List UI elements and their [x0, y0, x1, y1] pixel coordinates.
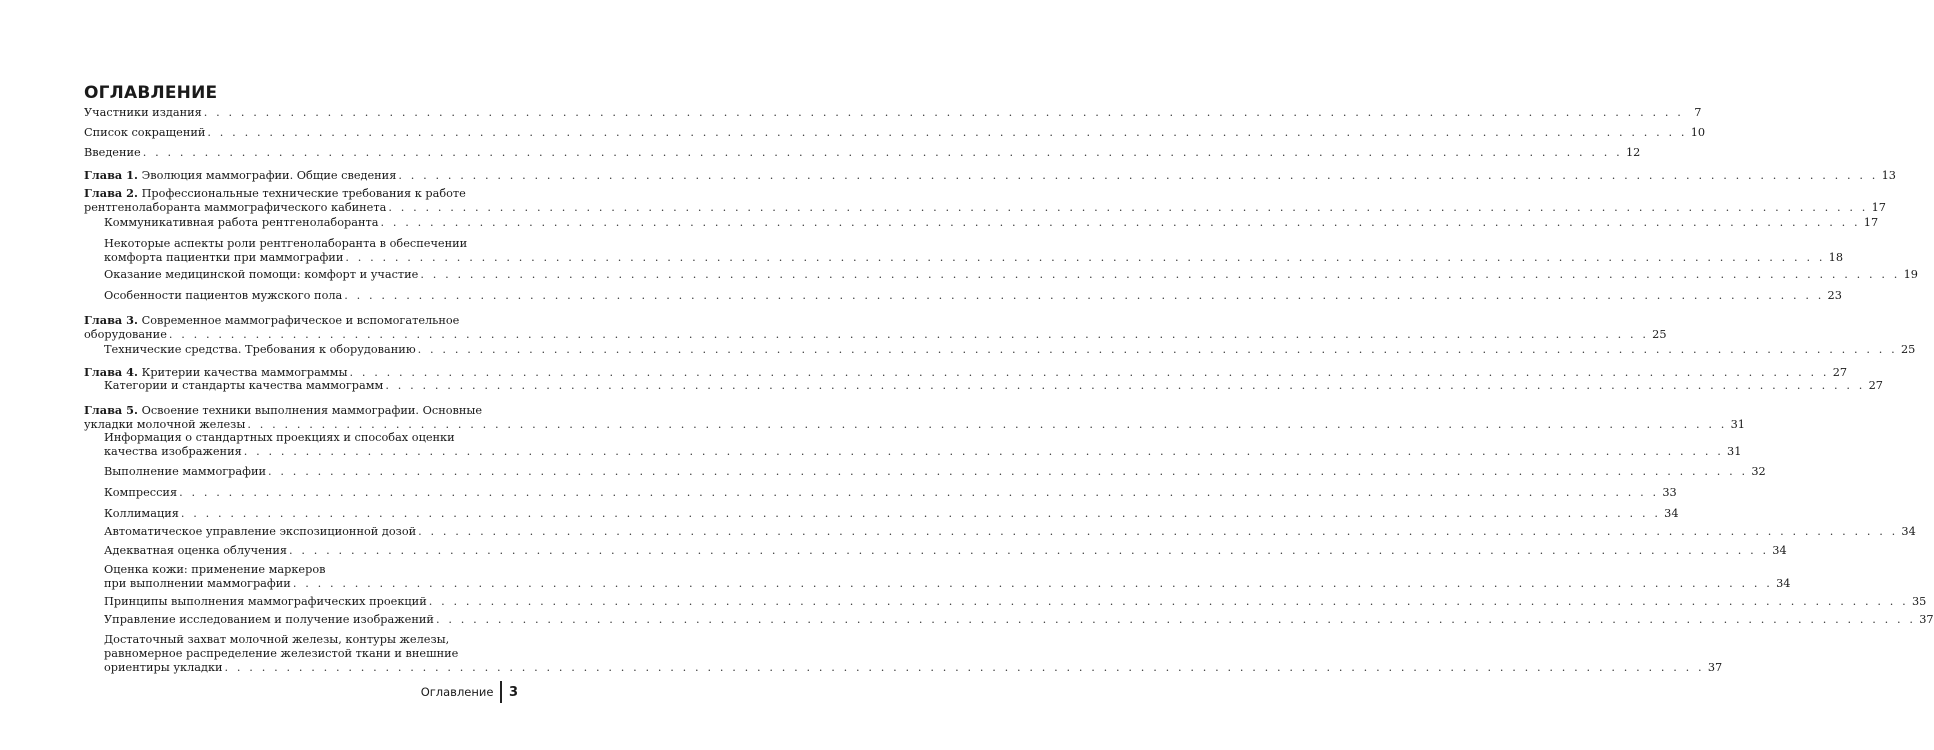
- toc-entry-title: Категории и стандарты качества маммограмм: [104, 379, 384, 392]
- toc-entry-page: 27: [1868, 379, 1883, 392]
- leader-dots: . . . . . . . . . . . . . . . . . . . . . . . . . . . . . . . . . . . . . . . . . . . . . . . . . . . . . . . . . . . . . . . . . . . . . . . . . . . . . . . . . . . . . . . . . . . . . . . . . . . . . . . . . . . . . . . . . . . . . . . .: [388, 201, 1868, 214]
- leader-dots: . . . . . . . . . . . . . . . . . . . . . . . . . . . . . . . . . . . . . . . . . . . . . . . . . . . . . . . . . . . . . . . . . . . . . . . . . . . . . . . . . . . . . . . . . . . . . . . . . . . . . . . . . . . . . . . . . . . . . . . .: [243, 445, 1724, 458]
- chapter-number: Глава 2.: [84, 186, 138, 200]
- leader-dots: . . . . . . . . . . . . . . . . . . . . . . . . . . . . . . . . . . . . . . . . . . . . . . . . . . . . . . . . . . . . . . . . . . . . . . . . . . . . . . . . . . . . . . . . . . . . . . . . . . . . . . . . . . . . . . . . . . . . . . . .: [207, 126, 1688, 139]
- leader-dots: . . . . . . . . . . . . . . . . . . . . . . . . . . . . . . . . . . . . . . . . . . . . . . . . . . . . . . . . . . . . . . . . . . . . . . . . . . . . . . . . . . . . . . . . . . . . . . . . . . . . . . . . . . . . . . . . . . . . . . . .: [398, 169, 1878, 182]
- chapter-number: Глава 1.: [84, 168, 138, 182]
- chapter-number: Глава 5.: [84, 403, 138, 417]
- leader-dots: . . . . . . . . . . . . . . . . . . . . . . . . . . . . . . . . . . . . . . . . . . . . . . . . . . . . . . . . . . . . . . . . . . . . . . . . . . . . . . . . . . . . . . . . . . . . . . . . . . . . . . . . . . . . . . . . . . . . . . . .: [385, 379, 1865, 392]
- toc-chapter-entry: [84, 168, 1896, 183]
- toc-entry-title: комфорта пациентки при маммографии: [104, 251, 344, 264]
- toc-entry: [104, 525, 1916, 539]
- toc-entry-page: 37: [1919, 613, 1934, 626]
- toc-chapter-entry: [84, 403, 1745, 432]
- leader-dots: . . . . . . . . . . . . . . . . . . . . . . . . . . . . . . . . . . . . . . . . . . . . . . . . . . . . . . . . . . . . . . . . . . . . . . . . . . . . . . . . . . . . . . . . . . . . . . . . . . . . . . . . . . . . . . . . . . . . . . . .: [428, 595, 1909, 608]
- toc-entry-page: 17: [1871, 201, 1886, 214]
- toc-entry: [84, 146, 1641, 160]
- running-footer-title: Оглавление: [420, 685, 494, 699]
- toc-entry-page: 17: [1863, 216, 1879, 229]
- toc-entry-title-line: Информация о стандартных проекциях и способах оценки: [104, 431, 455, 444]
- toc-entry-title: оборудование: [84, 328, 167, 341]
- leader-dots: . . . . . . . . . . . . . . . . . . . . . . . . . . . . . . . . . . . . . . . . . . . . . . . . . . . . . . . . . . . . . . . . . . . . . . . . . . . . . . . . . . . . . . . . . . . . . . . . . . . . . . . . . . . . . . . . . . . . . . . .: [142, 146, 1623, 159]
- toc-entry-title-line: Профессиональные технические требования к работе: [141, 187, 466, 200]
- toc-entry: [104, 289, 1842, 303]
- leader-dots: . . . . . . . . . . . . . . . . . . . . . . . . . . . . . . . . . . . . . . . . . . . . . . . . . . . . . . . . . . . . . . . . . . . . . . . . . . . . . . . . . . . . . . . . . . . . . . . . . . . . . . . . . . . . . . . . . . . . . . . .: [247, 418, 1727, 431]
- toc-entry-page: 10: [1690, 126, 1706, 139]
- toc-entry: [104, 507, 1679, 521]
- toc-entry-title: Список сокращений: [84, 126, 206, 139]
- toc-chapter-entry: [84, 313, 1667, 342]
- leader-dots: . . . . . . . . . . . . . . . . . . . . . . . . . . . . . . . . . . . . . . . . . . . . . . . . . . . . . . . . . . . . . . . . . . . . . . . . . . . . . . . . . . . . . . . . . . . . . . . . . . . . . . . . . . . . . . . . . . . . . . . .: [168, 328, 1649, 341]
- toc-entry: [104, 544, 1787, 558]
- toc-entry-page: 33: [1662, 486, 1677, 499]
- toc-entry-title: Введение: [84, 146, 141, 159]
- toc-entry-title: Коллимация: [104, 507, 179, 520]
- toc-entry-title-line: Некоторые аспекты роли рентгенолаборанта в обеспечении: [104, 237, 468, 250]
- footer-divider: [500, 681, 502, 703]
- leader-dots: . . . . . . . . . . . . . . . . . . . . . . . . . . . . . . . . . . . . . . . . . . . . . . . . . . . . . . . . . . . . . . . . . . . . . . . . . . . . . . . . . . . . . . . . . . . . . . . . . . . . . . . . . . . . . . . . . . . . . . . .: [268, 465, 1748, 478]
- leader-dots: . . . . . . . . . . . . . . . . . . . . . . . . . . . . . . . . . . . . . . . . . . . . . . . . . . . . . . . . . . . . . . . . . . . . . . . . . . . . . . . . . . . . . . . . . . . . . . . . . . . . . . . . . . . . . . . . . . . . . . . .: [180, 507, 1661, 520]
- toc-heading: ОГЛАВЛЕНИЕ: [84, 83, 218, 103]
- page-number: 3: [508, 684, 518, 700]
- leader-dots: . . . . . . . . . . . . . . . . . . . . . . . . . . . . . . . . . . . . . . . . . . . . . . . . . . . . . . . . . . . . . . . . . . . . . . . . . . . . . . . . . . . . . . . . . . . . . . . . . . . . . . . . . . . . . . . . . . . . . . . .: [418, 525, 1898, 538]
- leader-dots: . . . . . . . . . . . . . . . . . . . . . . . . . . . . . . . . . . . . . . . . . . . . . . . . . . . . . . . . . . . . . . . . . . . . . . . . . . . . . . . . . . . . . . . . . . . . . . . . . . . . . . . . . . . . . . . . . . . . . . . .: [417, 343, 1898, 356]
- toc-entry: [104, 343, 1916, 357]
- toc-entry-title-line: Достаточный захват молочной железы, контуры железы,: [104, 633, 450, 646]
- toc-entry-title: Выполнение маммографии: [104, 465, 267, 478]
- toc-entry: [104, 633, 1723, 675]
- toc-entry-title: рентгенолаборанта маммографического кабинета: [84, 201, 387, 214]
- toc-entry-page: 35: [1911, 595, 1927, 608]
- leader-dots: . . . . . . . . . . . . . . . . . . . . . . . . . . . . . . . . . . . . . . . . . . . . . . . . . . . . . . . . . . . . . . . . . . . . . . . . . . . . . . . . . . . . . . . . . . . . . . . . . . . . . . . . . . . . . . . . . . . . . . . .: [344, 289, 1824, 302]
- toc-entry: [104, 465, 1766, 479]
- toc-entry: [104, 613, 1934, 627]
- toc-entry-title: качества изображения: [104, 445, 242, 458]
- toc-entry-title: Оказание медицинской помощи: комфорт и участие: [104, 268, 419, 281]
- toc-entry-title: Эволюция маммографии. Общие сведения: [141, 169, 397, 182]
- toc-entry: [104, 237, 1844, 265]
- toc-entry-title-line: Освоение техники выполнения маммографии. Основные: [141, 404, 483, 417]
- toc-entry-title: Автоматическое управление экспозиционной дозой: [104, 525, 417, 538]
- toc-entry-title: Управление исследованием и получение изображений: [104, 613, 434, 626]
- toc-entry: [104, 268, 1918, 282]
- toc-entry-page: 32: [1751, 465, 1766, 478]
- toc-entry-page: 25: [1900, 343, 1916, 356]
- toc-entry-title: Критерии качества маммограммы: [141, 366, 348, 379]
- toc-entry-page: 27: [1832, 366, 1848, 379]
- toc-entry-title: Адекватная оценка облучения: [104, 544, 288, 557]
- toc-entry-page: 12: [1626, 146, 1641, 159]
- leader-dots: . . . . . . . . . . . . . . . . . . . . . . . . . . . . . . . . . . . . . . . . . . . . . . . . . . . . . . . . . . . . . . . . . . . . . . . . . . . . . . . . . . . . . . . . . . . . . . . . . . . . . . . . . . . . . . . . . . . . . . . .: [380, 216, 1861, 229]
- toc-entry: [104, 563, 1791, 591]
- page-footer: [421, 681, 518, 703]
- toc-entry: [104, 216, 1879, 230]
- toc-entry-page: 37: [1707, 661, 1723, 674]
- toc-entry-page: 25: [1652, 328, 1667, 341]
- toc-entry: [84, 106, 1702, 120]
- toc-entry-page: 31: [1727, 445, 1742, 458]
- toc-entry-page: 31: [1730, 418, 1745, 431]
- toc-entry-page: 34: [1772, 544, 1787, 557]
- toc-entry-title: Участники издания: [84, 106, 202, 119]
- toc-entry-title-line: Оценка кожи: применение маркеров: [104, 563, 326, 576]
- toc-entry: [104, 486, 1677, 500]
- toc-entry-page: 34: [1901, 525, 1916, 538]
- leader-dots: . . . . . . . . . . . . . . . . . . . . . . . . . . . . . . . . . . . . . . . . . . . . . . . . . . . . . . . . . . . . . . . . . . . . . . . . . . . . . . . . . . . . . . . . . . . . . . . . . . . . . . . . . . . . . . . . . . . . . . . .: [435, 613, 1916, 626]
- toc-entry-title: ориентиры укладки: [104, 661, 223, 674]
- toc-entry-title-line: Современное маммографическое и вспомогательное: [141, 314, 460, 327]
- toc-entry: [104, 595, 1927, 609]
- leader-dots: . . . . . . . . . . . . . . . . . . . . . . . . . . . . . . . . . . . . . . . . . . . . . . . . . . . . . . . . . . . . . . . . . . . . . . . . . . . . . . . . . . . . . . . . . . . . . . . . . . . . . . . . . . . . . . . . . . . . . . . .: [224, 661, 1705, 674]
- leader-dots: . . . . . . . . . . . . . . . . . . . . . . . . . . . . . . . . . . . . . . . . . . . . . . . . . . . . . . . . . . . . . . . . . . . . . . . . . . . . . . . . . . . . . . . . . . . . . . . . . . . . . . . . . . . . . . . . . . . . . . . .: [203, 106, 1684, 119]
- toc-entry-title: Технические средства. Требования к оборудованию: [104, 343, 416, 356]
- toc-entry-page: 23: [1827, 289, 1842, 302]
- toc-entry-title-line: равномерное распределение железистой ткани и внешние: [104, 647, 459, 660]
- toc-entry-page: 34: [1776, 577, 1791, 590]
- toc-entry-title: Коммуникативная работа рентгенолаборанта: [104, 216, 379, 229]
- toc-entry-title: при выполнении маммографии: [104, 577, 291, 590]
- toc-entry: [84, 126, 1706, 140]
- leader-dots: . . . . . . . . . . . . . . . . . . . . . . . . . . . . . . . . . . . . . . . . . . . . . . . . . . . . . . . . . . . . . . . . . . . . . . . . . . . . . . . . . . . . . . . . . . . . . . . . . . . . . . . . . . . . . . . . . . . . . . . .: [345, 251, 1826, 264]
- toc-entry-title: укладки молочной железы: [84, 418, 246, 431]
- toc-entry-page: 34: [1664, 507, 1679, 520]
- toc-entry-page: 19: [1903, 268, 1918, 281]
- toc-entry-page: 13: [1881, 169, 1896, 182]
- toc-entry-title: Компрессия: [104, 486, 178, 499]
- leader-dots: . . . . . . . . . . . . . . . . . . . . . . . . . . . . . . . . . . . . . . . . . . . . . . . . . . . . . . . . . . . . . . . . . . . . . . . . . . . . . . . . . . . . . . . . . . . . . . . . . . . . . . . . . . . . . . . . . . . . . . . .: [420, 268, 1900, 281]
- chapter-number: Глава 4.: [84, 365, 138, 379]
- toc-entry-title: Принципы выполнения маммографических проекций: [104, 595, 427, 608]
- toc-entry: [104, 431, 1742, 459]
- chapter-number: Глава 3.: [84, 313, 138, 327]
- toc-entry-page: 7: [1694, 106, 1702, 119]
- leader-dots: . . . . . . . . . . . . . . . . . . . . . . . . . . . . . . . . . . . . . . . . . . . . . . . . . . . . . . . . . . . . . . . . . . . . . . . . . . . . . . . . . . . . . . . . . . . . . . . . . . . . . . . . . . . . . . . . . . . . . . . .: [349, 366, 1830, 379]
- toc-chapter-entry: [84, 186, 1886, 215]
- toc-entry-page: 18: [1828, 251, 1844, 264]
- toc-entry: [104, 379, 1883, 393]
- toc-entry-title: Особенности пациентов мужского пола: [104, 289, 343, 302]
- toc-chapter-entry: [84, 365, 1848, 380]
- leader-dots: . . . . . . . . . . . . . . . . . . . . . . . . . . . . . . . . . . . . . . . . . . . . . . . . . . . . . . . . . . . . . . . . . . . . . . . . . . . . . . . . . . . . . . . . . . . . . . . . . . . . . . . . . . . . . . . . . . . . . . . .: [292, 577, 1773, 590]
- leader-dots: . . . . . . . . . . . . . . . . . . . . . . . . . . . . . . . . . . . . . . . . . . . . . . . . . . . . . . . . . . . . . . . . . . . . . . . . . . . . . . . . . . . . . . . . . . . . . . . . . . . . . . . . . . . . . . . . . . . . . . . .: [289, 544, 1769, 557]
- leader-dots: . . . . . . . . . . . . . . . . . . . . . . . . . . . . . . . . . . . . . . . . . . . . . . . . . . . . . . . . . . . . . . . . . . . . . . . . . . . . . . . . . . . . . . . . . . . . . . . . . . . . . . . . . . . . . . . . . . . . . . . .: [179, 486, 1659, 499]
